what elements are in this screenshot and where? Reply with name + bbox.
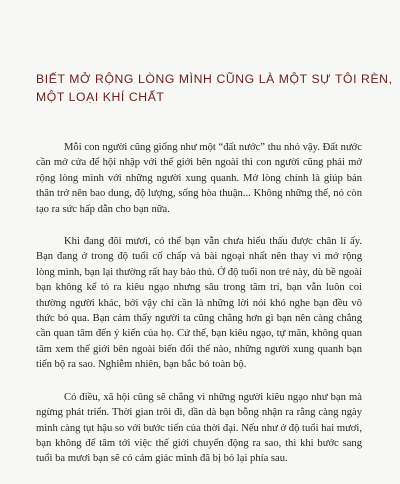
- chapter-title: [36, 70, 393, 106]
- paragraph-2: Khi đang đôi mươi, có thể bạn vẫn chưa hiểu thấu được chân lí ấy. Bạn đang ở trong độ tuổi cố chấp và bài ngoại nhất nên thay vì mở rộng lòng mình, bạn lại thường rất hay bảo thủ. Ở độ tuổi non trẻ này, dù bề ngoài bạn không kể tỏ ra kiêu ngạo nhưng sâu trong tâm trí, bạn vẫn luôn coi thường người khác, bởi vậy chỉ cần là những lời nói khó nghe bạn đều vô thức bỏ qua. Bạn cảm thấy người ta cũng chẳng hơn gì bạn nên càng chẳng cần quan tâm đến ý kiến của họ. Cứ thế, bạn kiêu ngạo, tự mãn, không quan tâm xem thế giới bên ngoài biến đổi thế nào, những người xung quanh bạn tiến bộ ra sao. Nghiễm nhiên, bạn bắc bỏ toàn bộ.: [36, 236, 362, 371]
- chapter-title-line-1: BIẾT MỞ RỘNG LÒNG MÌNH CŨNG LÀ MỘT SỰ TÔI RÈN,: [36, 72, 393, 86]
- paragraph-1: Mỗi con người cũng giống như một “đất nước” thu nhỏ vậy. Đất nước cần mở cửa để hội nhập với thế giới bên ngoài thì con người cũng phải mở rộng lòng mình với những người xung quanh. Mở lòng chính là giúp bản thân trở nên bao dung, độ lượng, sống hòa thuận... Không những thế, nó còn tạo ra sức hấp dẫn cho bạn nữa.: [36, 142, 362, 215]
- chapter-body: [36, 140, 362, 484]
- paragraph-3: Có điều, xã hội cũng sẽ chẳng vì những người kiêu ngạo như bạn mà ngừng phát triển. Thời gian trôi đi, dần dà bạn bỗng nhận ra rằng càng ngày mình càng tụt hậu so với bước tiến của thời đại. Nếu như ở độ tuổi hai mươi, bạn không để tâm tới việc thế giới chuyển động ra sao, thì khi bước sang tuổi ba mươi bạn sẽ có cảm giác mình đã bị bỏ lại phía sau.: [36, 391, 362, 465]
- chapter-title-line-2: MỘT LOẠI KHÍ CHẤT: [36, 90, 165, 104]
